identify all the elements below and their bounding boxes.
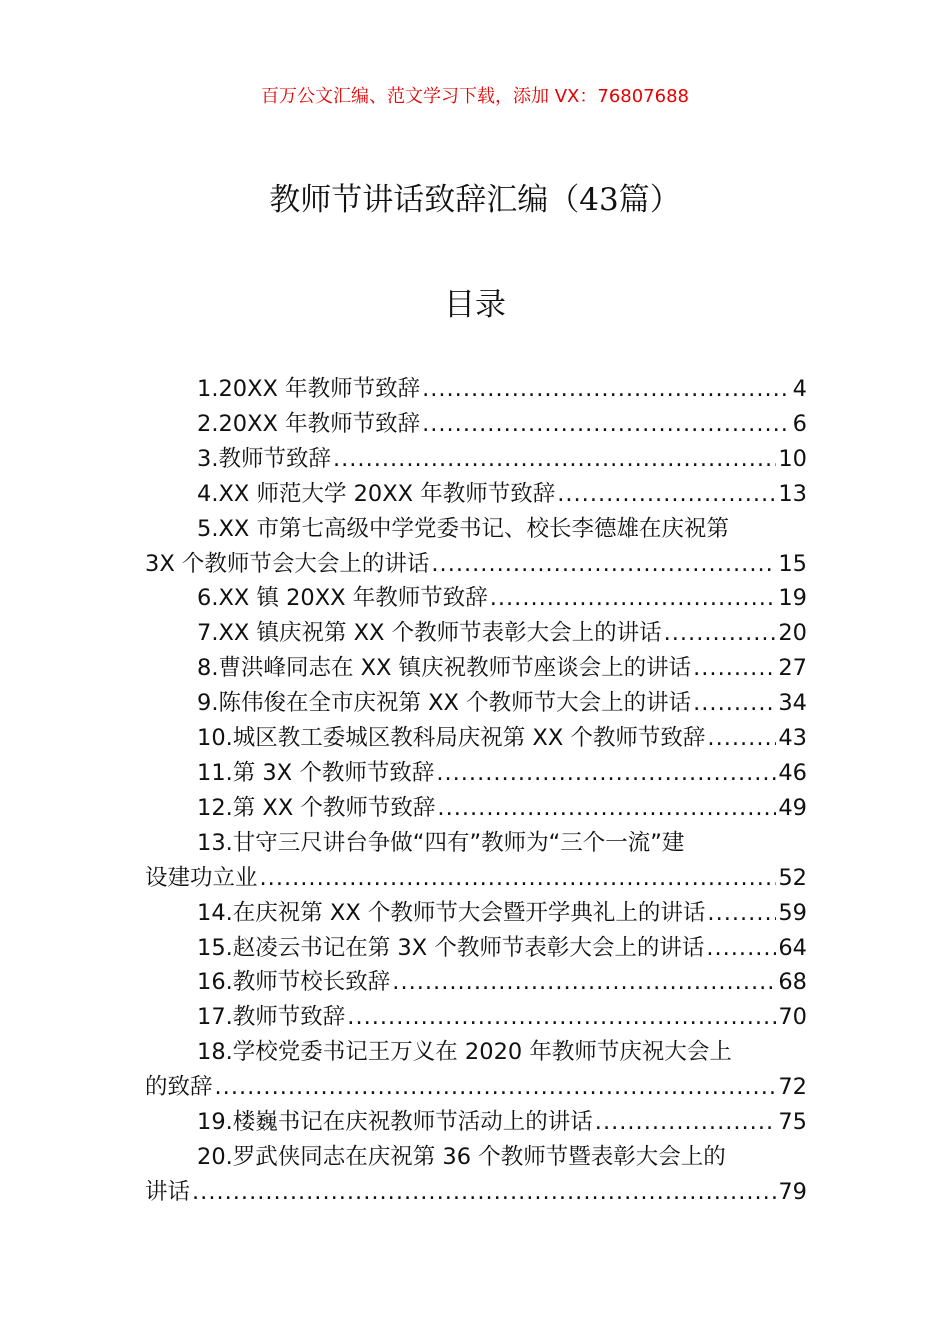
toc-entry[interactable] bbox=[145, 896, 807, 931]
toc-entry-title: 1.20XX 年教师节致辞 bbox=[197, 376, 421, 402]
toc-entry-title-continued: 3X 个教师节会大会上的讲话 bbox=[145, 550, 430, 577]
toc-dot-leader bbox=[192, 1175, 776, 1210]
toc-page-number: 10 bbox=[778, 445, 807, 472]
toc-entry-title: 15.赵凌云书记在第 3X 个教师节表彰大会上的讲话 bbox=[197, 934, 705, 961]
toc-dot-leader bbox=[707, 896, 776, 931]
toc-entry-title: 18.学校党委书记王万义在 2020 年教师节庆祝大会上 bbox=[197, 1039, 732, 1066]
toc-page-number: 46 bbox=[778, 759, 807, 786]
toc-entry[interactable] bbox=[145, 965, 807, 1000]
toc-entry-title: 10.城区教工委城区教科局庆祝第 XX 个教师节致辞 bbox=[197, 725, 706, 752]
table-of-contents bbox=[145, 372, 807, 1210]
toc-dot-leader bbox=[664, 616, 777, 651]
toc-entry-title: 8.曹洪峰同志在 XX 镇庆祝教师节座谈会上的讲话 bbox=[197, 655, 692, 682]
toc-dot-leader bbox=[422, 407, 791, 442]
toc-dot-leader bbox=[595, 1105, 777, 1140]
toc-entry[interactable] bbox=[145, 372, 807, 407]
toc-entry[interactable] bbox=[145, 1105, 807, 1140]
document-title bbox=[0, 178, 950, 222]
toc-entry-line bbox=[145, 547, 807, 582]
toc-page-number: 27 bbox=[778, 655, 807, 682]
toc-entry-title-continued: 的致辞 bbox=[145, 1074, 213, 1101]
toc-entry-title: 19.楼巍书记在庆祝教师节活动上的讲话 bbox=[197, 1109, 593, 1136]
toc-entry-line bbox=[145, 965, 807, 1000]
toc-dot-leader bbox=[693, 651, 776, 686]
toc-dot-leader bbox=[422, 372, 791, 407]
toc-entry-title: 5.XX 市第七高级中学党委书记、校长李德雄在庆祝第 bbox=[197, 515, 729, 542]
toc-entry-line bbox=[145, 1140, 807, 1175]
toc-entry[interactable] bbox=[145, 477, 807, 512]
toc-entry[interactable] bbox=[145, 442, 807, 477]
toc-dot-leader bbox=[392, 965, 776, 1000]
toc-page-number: 34 bbox=[778, 690, 807, 717]
toc-entry-title: 2.20XX 年教师节致辞 bbox=[197, 410, 421, 437]
toc-entry[interactable] bbox=[145, 826, 807, 896]
toc-dot-leader bbox=[260, 861, 777, 896]
toc-entry[interactable] bbox=[145, 721, 807, 756]
toc-page-number: 72 bbox=[778, 1074, 807, 1101]
toc-entry-title: 6.XX 镇 20XX 年教师节致辞 bbox=[197, 585, 488, 612]
toc-entry[interactable] bbox=[145, 931, 807, 966]
toc-page-number: 52 bbox=[778, 864, 807, 891]
toc-entry-title: 13.甘守三尺讲台争做“四有”教师为“三个一流”建 bbox=[197, 829, 685, 856]
toc-entry-title-continued: 讲话 bbox=[145, 1178, 191, 1205]
toc-page-number: 6 bbox=[792, 410, 807, 437]
toc-page-number: 43 bbox=[778, 725, 807, 752]
toc-entry-title: 12.第 XX 个教师节致辞 bbox=[197, 794, 436, 821]
toc-entry[interactable] bbox=[145, 791, 807, 826]
toc-entry-title: 20.罗武侠同志在庆祝第 36 个教师节暨表彰大会上的 bbox=[197, 1143, 726, 1170]
title-suffix: 篇） bbox=[618, 182, 681, 218]
toc-entry-title-continued: 设建功立业 bbox=[145, 864, 258, 891]
toc-entry-line bbox=[145, 861, 807, 896]
toc-dot-leader bbox=[557, 477, 776, 512]
toc-entry-line bbox=[145, 1105, 807, 1140]
toc-entry-line bbox=[145, 1035, 807, 1070]
toc-page-number: 19 bbox=[778, 585, 807, 612]
toc-entry[interactable] bbox=[145, 756, 807, 791]
toc-page-number: 49 bbox=[778, 794, 807, 821]
toc-entry[interactable] bbox=[145, 686, 807, 721]
toc-entry-line bbox=[145, 616, 807, 651]
toc-page-number: 64 bbox=[778, 934, 807, 961]
toc-entry[interactable] bbox=[145, 1140, 807, 1210]
toc-entry-title: 4.XX 师范大学 20XX 年教师节致辞 bbox=[197, 480, 556, 507]
toc-dot-leader bbox=[347, 1000, 776, 1035]
toc-entry-line bbox=[145, 931, 807, 966]
toc-entry-title: 11.第 3X 个教师节致辞 bbox=[197, 759, 435, 786]
toc-page-number: 75 bbox=[778, 1109, 807, 1136]
toc-entry[interactable] bbox=[145, 1000, 807, 1035]
toc-entry-line bbox=[145, 477, 807, 512]
toc-entry-line bbox=[145, 1000, 807, 1035]
toc-page-number: 13 bbox=[778, 480, 807, 507]
toc-page-number: 70 bbox=[778, 1004, 807, 1031]
toc-entry-line bbox=[145, 826, 807, 861]
toc-dot-leader bbox=[333, 442, 776, 477]
toc-entry-line bbox=[145, 372, 807, 407]
toc-entry[interactable] bbox=[145, 512, 807, 582]
toc-page-number: 79 bbox=[778, 1178, 807, 1205]
toc-entry-line bbox=[145, 442, 807, 477]
toc-entry[interactable] bbox=[145, 581, 807, 616]
toc-entry-title: 9.陈伟俊在全市庆祝第 XX 个教师节大会上的讲话 bbox=[197, 690, 692, 717]
toc-entry[interactable] bbox=[145, 616, 807, 651]
toc-page-number: 68 bbox=[778, 969, 807, 996]
toc-page-number: 4 bbox=[792, 376, 807, 402]
toc-dot-leader bbox=[436, 756, 776, 791]
header-note: 百万公文汇编、范文学习下载，添加 VX：76807688 bbox=[261, 86, 689, 107]
toc-entry-line bbox=[145, 1070, 807, 1105]
toc-entry[interactable] bbox=[145, 651, 807, 686]
toc-entry[interactable] bbox=[145, 1035, 807, 1105]
toc-entry-title: 17.教师节致辞 bbox=[197, 1004, 346, 1031]
toc-entry-line bbox=[145, 686, 807, 721]
toc-entry-line bbox=[145, 896, 807, 931]
toc-entry-line bbox=[145, 407, 807, 442]
toc-entry-line bbox=[145, 1175, 807, 1210]
toc-entry-line bbox=[145, 651, 807, 686]
toc-entry-line bbox=[145, 756, 807, 791]
toc-entry-title: 7.XX 镇庆祝第 XX 个教师节表彰大会上的讲话 bbox=[197, 620, 662, 647]
toc-heading: 目录 bbox=[444, 287, 506, 323]
toc-page-number: 15 bbox=[778, 550, 807, 577]
toc-entry-line bbox=[145, 581, 807, 616]
toc-dot-leader bbox=[215, 1070, 777, 1105]
title-prefix: 教师节讲话致辞汇编（ bbox=[269, 182, 580, 218]
toc-dot-leader bbox=[490, 581, 777, 616]
toc-dot-leader bbox=[707, 721, 776, 756]
toc-page-number: 59 bbox=[778, 899, 807, 926]
toc-dot-leader bbox=[706, 931, 776, 966]
toc-entry[interactable] bbox=[145, 407, 807, 442]
title-count: 43 bbox=[579, 182, 619, 218]
toc-dot-leader bbox=[693, 686, 776, 721]
toc-dot-leader bbox=[437, 791, 776, 826]
toc-page-number: 20 bbox=[778, 620, 807, 647]
toc-entry-line bbox=[145, 791, 807, 826]
toc-entry-line bbox=[145, 512, 807, 547]
toc-dot-leader bbox=[431, 547, 776, 582]
toc-entry-title: 14.在庆祝第 XX 个教师节大会暨开学典礼上的讲话 bbox=[197, 899, 706, 926]
toc-entry-title: 16.教师节校长致辞 bbox=[197, 969, 391, 996]
toc-entry-line bbox=[145, 721, 807, 756]
toc-entry-title: 3.教师节致辞 bbox=[197, 445, 331, 472]
